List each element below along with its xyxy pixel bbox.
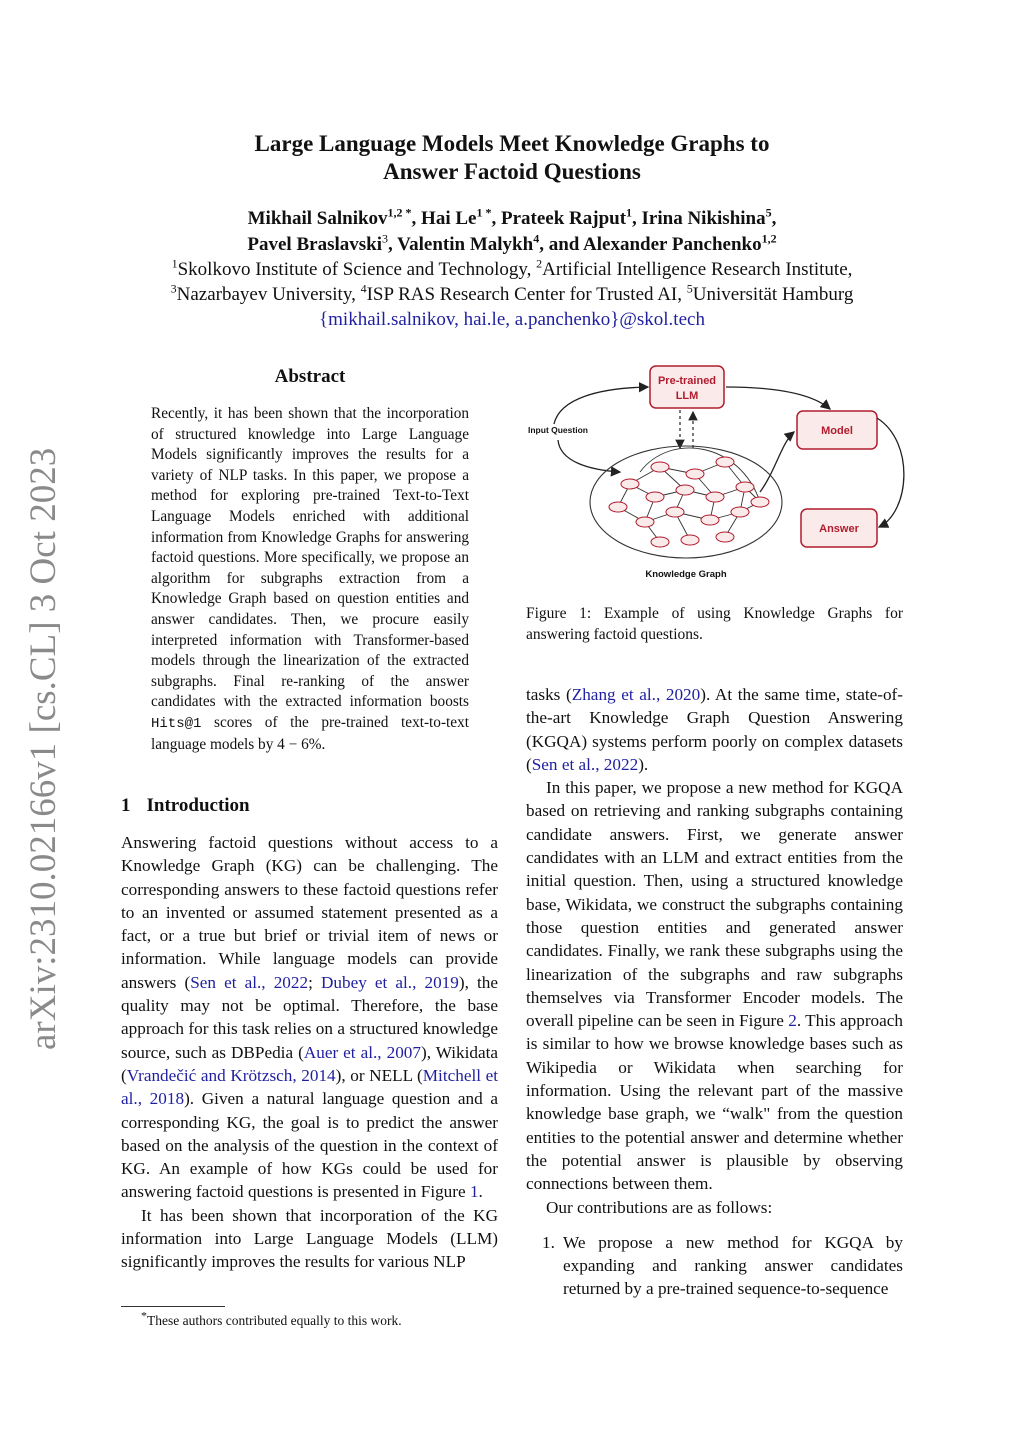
title-line-2: Answer Factoid Questions bbox=[383, 159, 641, 184]
citation-link[interactable]: Auer et al., 2007 bbox=[303, 1042, 421, 1062]
figure-1-diagram bbox=[520, 362, 915, 587]
abstract-text: Recently, it has been shown that the incorporation of structured knowledge into Large Language Models significantly improves the results for a variety of NLP tasks. In this paper, we propose a method for exploring pre-trained Text-to-Text Language Models enriched with additional information from Knowledge Graphs for answering factoid questions. More specifically, we propose an algorithm for subgraphs extraction from a Knowledge Graph based on question entities and answer candidates. Then, we procure easily interpreted information with Transformer-based models through the linearization of the extracted subgraphs. Final re-ranking of the answer candidates with the extracted information boosts bbox=[151, 405, 469, 711]
affil-sup: 3 bbox=[170, 281, 177, 296]
author-name: Pavel Braslavski bbox=[247, 234, 382, 255]
hits-code: Hits@1 bbox=[151, 715, 202, 732]
text: ). bbox=[638, 754, 649, 774]
llm-label-2: LLM bbox=[675, 390, 699, 402]
affil-sup: 1 bbox=[171, 256, 178, 271]
affil-sup: 4 bbox=[360, 281, 367, 296]
author-name: Valentin Malykh bbox=[397, 234, 534, 255]
kg-node bbox=[609, 502, 627, 512]
input-question-label: Input Question bbox=[528, 425, 588, 435]
abstract-body bbox=[151, 404, 469, 755]
affil-sup: 2 bbox=[536, 256, 543, 271]
kg-node bbox=[636, 517, 654, 527]
intro-paragraph-2: It has been shown that incorporation of the KG information into Large Language Models (LLM) significantly improves the results for various NLP bbox=[121, 1205, 498, 1272]
kg-node bbox=[651, 537, 669, 547]
affil-text: Universität Hamburg bbox=[692, 284, 854, 305]
citation-link[interactable]: Zhang et al., 2020 bbox=[571, 685, 701, 704]
affiliations bbox=[0, 257, 1024, 332]
author-line-2: Pavel Braslavski$^3$, Valentin Malykh$^4$, and Alexander Panchenko$^{1,2}$ bbox=[247, 231, 777, 255]
arxiv-stamp: arXiv:2310.02166v1 [cs.CL] 3 Oct 2023 bbox=[23, 447, 64, 1050]
author-name: and Alexander Panchenko bbox=[548, 234, 762, 255]
kg-nodes bbox=[609, 457, 769, 547]
figure-ref-link[interactable]: 1 bbox=[469, 1182, 479, 1202]
right-paragraph-2 bbox=[526, 776, 903, 1195]
left-column bbox=[121, 831, 498, 1274]
kg-node bbox=[716, 532, 734, 542]
affil-sup: 5 bbox=[686, 281, 693, 296]
author-sup: 4 bbox=[533, 231, 540, 246]
title-line-1: Large Language Models Meet Knowledge Graphs to bbox=[254, 131, 770, 156]
text: ), the quality may not be optimal. Therefore, the base approach for this task relies on a structured knowledge source, such as DBPedia ( bbox=[121, 972, 498, 1062]
author-sup: 3 bbox=[381, 231, 388, 246]
author-sup: 1,2 * bbox=[387, 205, 412, 220]
figure-ref-link[interactable]: 2 bbox=[788, 1011, 797, 1031]
affil-text: ISP RAS Research Center for Trusted AI, bbox=[366, 284, 687, 305]
arrow-kg-to-model bbox=[760, 432, 794, 492]
citation-link[interactable]: Dubey et al., 2019 bbox=[320, 972, 459, 992]
citation-link[interactable]: Mitchell et al., 2018 bbox=[121, 1065, 498, 1109]
contribution-list-item bbox=[526, 1231, 903, 1301]
text: Answering factoid questions without access to a Knowledge Graph (KG) can be challenging. The corresponding answers to these factoid questions refer to an invented or assumed statement presented as a fact, or a true but brief or trivial item of news or information. While language models can provide answers ( bbox=[121, 833, 498, 992]
abstract-text: scores of the pre-trained text-to-text language models by 4 − 6%. bbox=[151, 713, 469, 753]
model-label: Model bbox=[821, 425, 853, 437]
intro-paragraph-1 bbox=[121, 831, 498, 1204]
kg-node bbox=[701, 515, 719, 525]
kg-node bbox=[706, 492, 724, 502]
text: . bbox=[478, 1182, 483, 1202]
kg-node bbox=[681, 535, 699, 545]
author-name: Mikhail Salnikov bbox=[247, 208, 388, 229]
kg-node bbox=[676, 485, 694, 495]
author-sup: 1 * bbox=[476, 205, 492, 220]
affil-text: Skolkovo Institute of Science and Technology, bbox=[177, 259, 537, 280]
kg-node bbox=[751, 497, 769, 507]
answer-label: Answer bbox=[819, 523, 859, 535]
author-name: Irina Nikishina bbox=[641, 208, 766, 229]
citation-link[interactable]: Sen et al., 2022 bbox=[531, 754, 639, 774]
author-sup: 1,2 bbox=[761, 231, 777, 246]
text: ). At the same time, state-of-the-art Knowledge Graph Question Answering (KGQA) systems perform poorly on complex datasets ( bbox=[526, 685, 903, 774]
section-heading bbox=[121, 795, 250, 817]
kg-node bbox=[736, 482, 754, 492]
author-name: Hai Le bbox=[421, 208, 477, 229]
text: ). Given a natural language question and a corresponding KG, the goal is to predict the answer based on the analysis of the question in the context of KG. An example of how KGs could be used for answering factoid questions is presented in Figure bbox=[121, 1089, 498, 1202]
kg-node bbox=[621, 479, 639, 489]
kg-node bbox=[686, 469, 704, 479]
author-sup: 1 bbox=[626, 205, 633, 220]
arrow-input-to-llm bbox=[554, 387, 648, 424]
section-title: Introduction bbox=[146, 795, 250, 816]
kg-node bbox=[666, 507, 684, 517]
footnote-rule bbox=[121, 1306, 225, 1307]
author-list bbox=[0, 206, 1024, 258]
kg-node bbox=[731, 507, 749, 517]
llm-label-1: Pre-trained bbox=[657, 375, 717, 387]
list-number: 1. bbox=[542, 1232, 555, 1252]
author-sup: 5 bbox=[765, 205, 772, 220]
abstract-heading: Abstract bbox=[274, 366, 346, 387]
figure-1-caption: Figure 1: Example of using Knowledge Graphs for answering factoid questions. bbox=[526, 605, 903, 643]
text: In this paper, we propose a new method for KGQA based on retrieving and ranking subgraphs containing candidate answers. First, we generate answer candidates with an LLM and extract entities from the initial question. Then, using a structured knowledge base, Wikidata, we construct the subgraphs containing those question entities and generated answer candidates. Finally, we rank these subgraphs using the linearization of the subgraphs and raw subgraphs themselves via Transformer Encoder models. The overall pipeline can be seen in Figure bbox=[526, 778, 903, 1031]
kg-node bbox=[646, 492, 664, 502]
footnote bbox=[141, 1308, 402, 1329]
affiliation-line-1 bbox=[0, 257, 1024, 282]
paper-title bbox=[0, 130, 1024, 186]
right-paragraph-3: Our contributions are as follows: bbox=[546, 1197, 773, 1217]
kg-node bbox=[716, 457, 734, 467]
text: tasks ( bbox=[526, 685, 572, 704]
footnote-text: These authors contributed equally to this work. bbox=[147, 1313, 402, 1328]
arrow-llm-to-model bbox=[726, 387, 830, 409]
list-text: We propose a new method for KGQA by expanding and ranking answer candidates returned by a pre-trained sequence-to-sequence bbox=[563, 1232, 903, 1299]
affiliation-line-2 bbox=[0, 282, 1024, 307]
affil-text: Artificial Intelligence Research Institute, bbox=[542, 259, 853, 280]
right-column bbox=[526, 683, 903, 1301]
text: ), or NELL ( bbox=[335, 1065, 423, 1085]
kg-label: Knowledge Graph bbox=[645, 569, 727, 580]
text: ; bbox=[308, 972, 321, 992]
email-link[interactable]: {mikhail.salnikov, hai.le, a.panchenko}@skol.tech bbox=[319, 309, 705, 330]
section-number: 1 bbox=[121, 795, 131, 816]
text: ), Wikidata ( bbox=[121, 1042, 499, 1085]
affil-text: Nazarbayev University, bbox=[176, 284, 361, 305]
kg-node bbox=[651, 462, 669, 472]
author-name: Prateek Rajput bbox=[500, 208, 627, 229]
text: . This approach is similar to how we browse knowledge bases such as Wikipedia or Wikidata when searching for information. Using the relevant part of the massive knowledge base graph, we “walk" from the question entities to the potential answer and determine whether the potential answer is plausible by observing connections between them. bbox=[526, 1011, 903, 1194]
citation-link[interactable]: Sen et al., 2022 bbox=[190, 972, 309, 992]
author-line-1: Mikhail Salnikov$^{1,2 *}$, Hai $Le^{1 *}$, Prateek Rajput$^1$, Irina Nikishina$^5$, bbox=[247, 205, 777, 229]
citation-link[interactable]: Vrandečić and Krötzsch, 2014 bbox=[126, 1065, 336, 1085]
right-paragraph-1 bbox=[526, 683, 903, 776]
footnote-mark: * bbox=[141, 1308, 147, 1323]
arrow-model-to-answer bbox=[877, 418, 904, 527]
